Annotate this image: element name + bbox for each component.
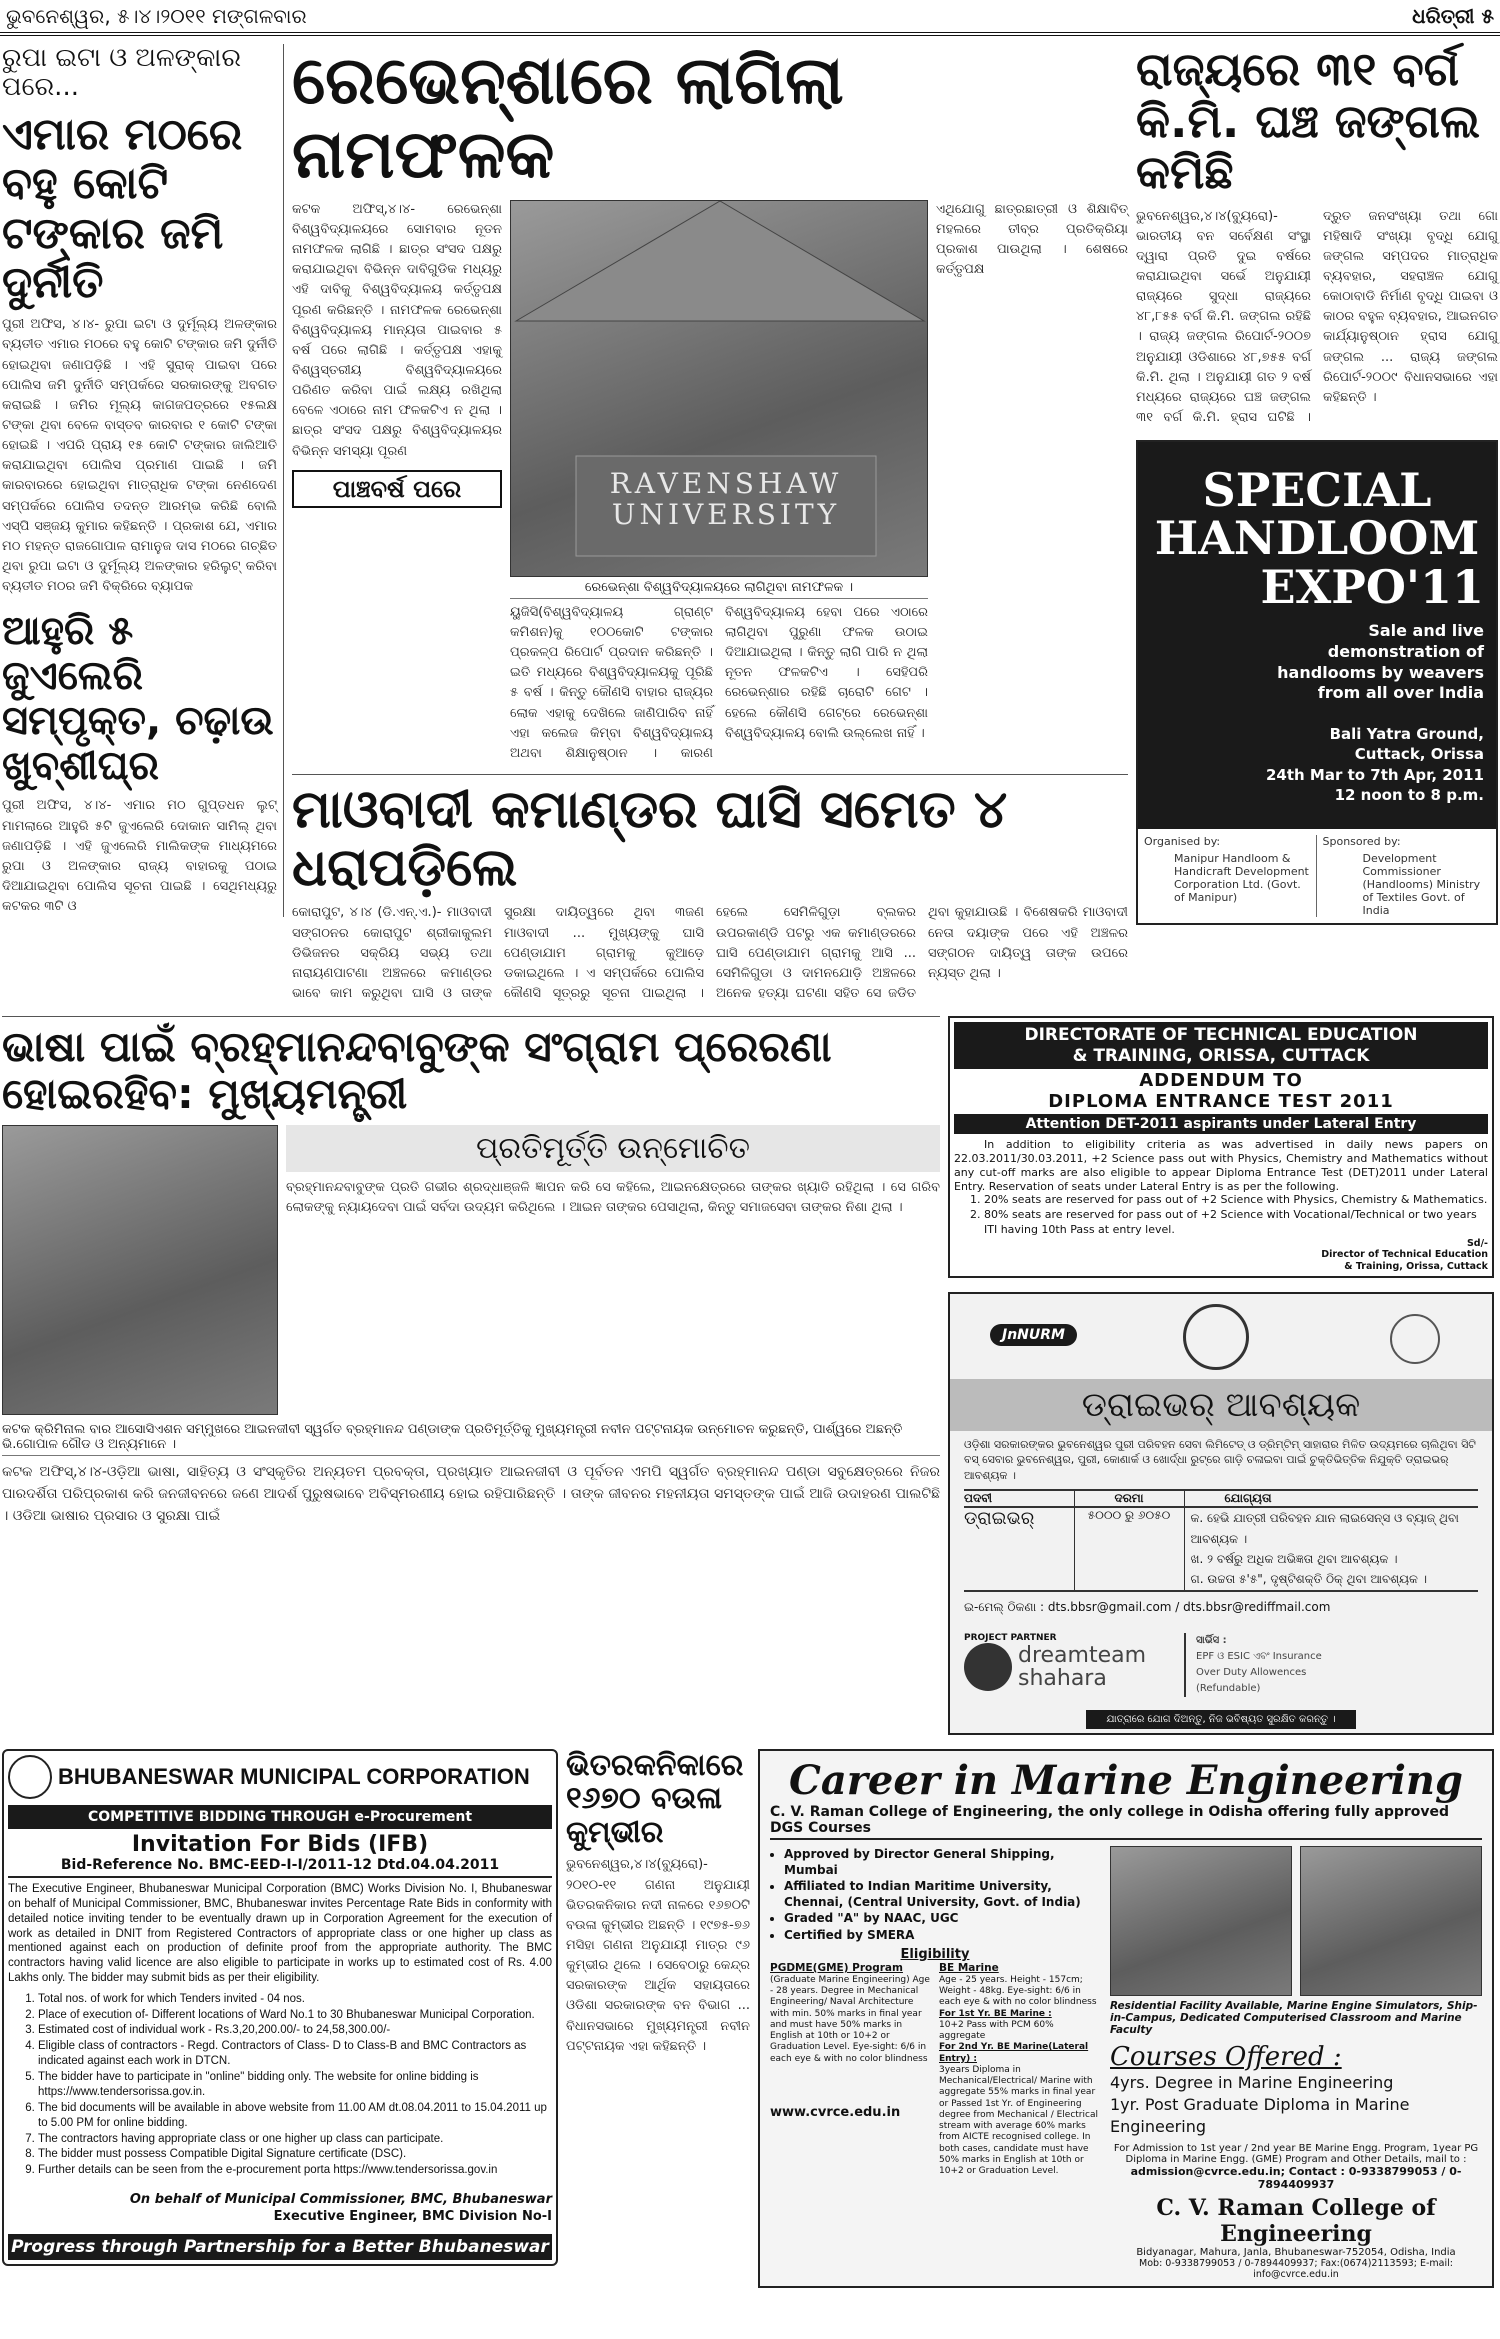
addendum: ADDENDUM TO bbox=[1139, 1069, 1303, 1091]
dts-bus-logo-icon bbox=[964, 1643, 1012, 1691]
subhead-statue-unveiled: ପ୍ରତିମୂର୍ତ୍ତି ଉନ୍ମୋଚିତ bbox=[286, 1125, 940, 1172]
photo-cadets bbox=[1110, 1846, 1292, 1996]
article-jewellery bbox=[2, 609, 277, 917]
program-eligibility: 3years Diploma in Mechanical/Electrical/ Marine with aggregate 55% marks in final year or Passed 1st Yr. of Engineering degree from Mechanical / Electrical stream with average 60% marks from AICTE recognised college. In both cases, candidate must have 50% marks in English at 10th or 10+2 or Graduation Level. bbox=[939, 2064, 1098, 2177]
attention: Attention DET-2011 aspirants under Lateral Entry bbox=[954, 1114, 1488, 1134]
page-header bbox=[0, 0, 1500, 36]
program-title: PGDME(GME) Program bbox=[770, 1961, 903, 1974]
ravenshaw-body-3: ଏଥିଯୋଗୁ ଛାତ୍ରଛାତ୍ରୀ ଓ ଶିକ୍ଷାବିତ୍ ମହଲରେ ତୀବ୍ର ପ୍ରତିକ୍ରିୟା ପ୍ରକାଶ ପାଉଥିଲା । ଶେଷରେ କର୍ତ୍ତୃପକ୍ଷ bbox=[936, 201, 1128, 278]
middle-section bbox=[0, 1016, 1500, 1735]
expo-title bbox=[1150, 463, 1484, 614]
benefit: EPF ଓ ESIC ଏବଂ Insurance bbox=[1196, 1650, 1322, 1662]
course: 4yrs. Degree in Marine Engineering bbox=[1110, 2072, 1394, 2092]
college-contact: Mob: 0-9338799053 / 0-7894409937; Fax:(0674)2113593; E-mail: info@cvrce.edu.in bbox=[1139, 2257, 1453, 2280]
bmc-item: 8. The bidder must possess Compatible Digital Signature certificate (DSC). bbox=[38, 2147, 552, 2163]
program-eligibility: Age - 25 years. Height - 157cm; Weight - 48kg. Eye-sight: 6/6 in each eye & with no color blindness bbox=[939, 1974, 1097, 2008]
course: 1yr. Post Graduate Diploma in Marine Engineering bbox=[1110, 2095, 1410, 2137]
organised-label: Organised by: bbox=[1144, 835, 1221, 849]
nameplate-text: RAVENSHAW UNIVERSITY bbox=[609, 466, 843, 531]
maoist-body: କୋରାପୁଟ, ୪।୪ (ଡି.ଏନ୍.ଏ.)- ମାଓବାଦୀ ସଙ୍ଗଠନର କୋରାପୁଟ ଶ୍ରୀକାକୁଲମ ଡିଭିଜନର ସକ୍ରିୟ ସଭ୍ୟ ତଥା ନାରାୟଣପାଟଣା ଅଞ୍ଚଳରେ କମାଣ୍ଡର ଭାବେ କାମ କରୁଥିବା ଘାସି ଓ ତାଙ୍କ ସୁରକ୍ଷା ଦାୟିତ୍ୱରେ ଥିବା ୩ଜଣ ମାଓବାଦୀ ... ମୁଖ୍ୟଙ୍କୁ ଘାସି ପେଣ୍ଡାଯାମ ଗ୍ରାମକୁ କୁଆଡ଼େ ଡକାଇଥିଲେ । ଏ ସମ୍ପର୍କରେ ପୋଲିସ କୌଣସି ସୂତ୍ରରୁ ସୂଚନା ପାଇଥିଲା । ହେଲେ ସେମିଳିଗୁଡ଼ା ବ୍ଲକର ଉପରକାଣ୍ଡି ପଟରୁ ଏକ କମାଣ୍ଡରରେ ଘାସି ପେଣ୍ଡାଯାମ ଗ୍ରାମକୁ ଆସି ... ସେମିଳିଗୁଡା ଓ ଦାମନଯୋଡ଼ି ଅଞ୍ଚଳରେ ଅନେକ ହତ୍ୟା ଘଟଣା ସହିତ ସେ ଜଡିତ ଥିବା କୁହାଯାଉଛି । ବିଶେଷକରି ମାଓବାଦୀ ନେତା ଦୟାଙ୍କ ପରେ ଏହି ଅଞ୍ଚଳର ସଙ୍ଗଠନ ଦାୟିତ୍ୱ ତାଙ୍କ ଉପରେ ନ୍ୟସ୍ତ ଥିଲା । bbox=[292, 905, 1128, 1001]
crocodile-article bbox=[566, 1749, 750, 2057]
accreditation: • Affiliated to Indian Maritime University, Chennai, (Central University, Govt. of India) bbox=[784, 1878, 1100, 1910]
bidding-band: COMPETITIVE BIDDING THROUGH e-Procurement bbox=[8, 1805, 552, 1829]
sd: Sd/- bbox=[1466, 1237, 1488, 1249]
program-eligibility: (Graduate Marine Engineering) Age - 28 years. Degree in Mechanical Engineering/ Naval Architecture with min. 50% marks in final year and must have 50% marks in English at 10th or 10+2 or Graduation Level. Eye-sight: 6/6 in each eye & with no color blindness bbox=[770, 1974, 930, 2064]
dates: 24th Mar to 7th Apr, 2011 bbox=[1265, 765, 1484, 784]
partner-name: dreamteam bbox=[1018, 1642, 1147, 1668]
slogan: Progress through Partnership for a Better Bhubaneswar bbox=[8, 2234, 552, 2260]
ad-title: ଡ୍ରାଇଭର୍ ଆବଶ୍ୟକ bbox=[950, 1379, 1492, 1431]
benefits-label: ସାର୍ଭିସ : bbox=[1196, 1634, 1227, 1646]
addendum: DIPLOMA ENTRANCE TEST 2011 bbox=[1048, 1090, 1394, 1112]
qualification: ଗ. ଉଚ୍ଚତା ୫'୫", ଦୃଷ୍ଟିଶକ୍ତି ଠିକ୍ ଥିବା ଆବଶ୍ୟକ । bbox=[1190, 1572, 1428, 1587]
photo-statue-unveiling bbox=[2, 1125, 278, 1415]
admission-contact[interactable]: admission@cvrce.edu.in; Contact : 0-9338799053 / 0-7894409937 bbox=[1130, 2164, 1462, 2191]
organiser: Manipur Handloom & Handicraft Development Corporation Ltd. (Govt. of Manipur) bbox=[1174, 852, 1309, 905]
tagline: Sale and live demonstration of handlooms by weavers from all over India bbox=[1277, 620, 1484, 703]
bmc-item: 3. Estimated cost of individual work - Rs.3,20,200.00/- to 24,58,300.00/- bbox=[38, 2023, 552, 2039]
brahmananda-article bbox=[2, 1016, 940, 1527]
brahmananda-body: କଟକ ଅଫିସ୍,୪।୪-ଓଡ଼ିଆ ଭାଷା, ସାହିତ୍ୟ ଓ ସଂସ୍କୃତିର ଅନ୍ୟତମ ପ୍ରବକ୍ତା, ପ୍ରଖ୍ୟାତ ଆଇନଜୀବୀ ଓ ପୂର୍ବତନ ଏମପି ସ୍ୱର୍ଗତ ବ୍ରହ୍ମାନନ୍ଦ ପଣ୍ଡା ସବୁକ୍ଷେତ୍ରରେ ନିଜର ପାରଦର୍ଶିତା ପରିପ୍ରକାଶ କରି ଜନଜୀବନରେ ଜଣେ ଆଦର୍ଶ ପୁରୁଷଭାବେ ଅବିସ୍ମରଣୀୟ ହୋଇ ରହିପାରିଛନ୍ତି । ତାଙ୍କ ଜୀବନର ମହନୀୟତା ସମସ୍ତଙ୍କ ପାଇଁ ଆଜି ଉଦାହରଣ ପାଲଟିଛି । ଓଡିଆ ଭାଷାର ପ୍ରସାର ଓ ସୁରକ୍ଷା ପାଇଁ bbox=[2, 1464, 940, 1524]
venue: Bali Yatra Ground, bbox=[1329, 725, 1484, 744]
subhead-five-years: ପାଞ୍ଚବର୍ଷ ପରେ bbox=[292, 470, 502, 508]
program-title: BE Marine bbox=[939, 1961, 999, 1974]
ifb-title: Invitation For Bids (IFB) bbox=[131, 1831, 429, 1857]
ad-diploma-entrance bbox=[948, 1016, 1494, 1278]
bmc-item: 5. The bidder have to participate in "online" bidding only. The website for online bidding is https://www.tendersorissa.gov.in. bbox=[38, 2070, 552, 2101]
title-line: HANDLOOM bbox=[1154, 511, 1480, 566]
col-header: ଦରମା bbox=[1074, 1490, 1184, 1507]
title-line: EXPO'11 bbox=[1260, 559, 1484, 614]
ravenshaw-body-2: ୟୁଜିସି(ବିଶ୍ୱବିଦ୍ୟାଳୟ ଗ୍ରାଣ୍ଟ କମିଶନ)କୁ ୧୦୦କୋଟି ଟଙ୍କାର ପ୍ରକଳ୍ପ ରିପୋର୍ଟ ପ୍ରଦାନ କରିଛନ୍ତି । ଇତି ମଧ୍ୟରେ ବିଶ୍ୱବିଦ୍ୟାଳୟକୁ ପୂରିଛି ୫ ବର୍ଷ । କିନ୍ତୁ କୌଣସି ବାହାର ରାଜ୍ୟର ଲୋକ ଏହାକୁ ଦେଖିଲେ ଜାଣିପାରିବ ନାହିଁ ଏହା କଲେଜ କିମ୍ବା ବିଶ୍ୱବିଦ୍ୟାଳୟ ଅଥବା ଶିକ୍ଷାନୁଷ୍ଠାନ । କାରଣ ବିଶ୍ୱବିଦ୍ୟାଳୟ ହେବା ପରେ ଏଠାରେ ଲାଗିଥିବା ପୁରୁଣା ଫଳକ ଉଠାଇ ଦିଆଯାଇଥିଲା । କିନ୍ତୁ ଲାଗି ପାରି ନ ଥିଲା ନୂତନ ଫଳକଟିଏ । ସେହିପରି ରେଭେନ୍‌ଶାର ରହିଛି ଚାରୋଟି ଗେଟ । ହେଲେ କୌଣସି ଗେଟ୍‌ରେ ରେଭେନ୍‌ଶା ବିଶ୍ୱବିଦ୍ୟାଳୟ ବୋଲି ଉଲ୍ଲେଖ ନାହିଁ । bbox=[510, 604, 928, 761]
partner-name: shahara bbox=[1018, 1665, 1107, 1691]
top-section bbox=[0, 44, 1500, 1004]
crocodile-body: ଭୁବନେଶ୍ୱର,୪।୪(ବ୍ୟୁରୋ)- ୨୦୧୦-୧୧ ଗଣନା ଅନୁଯାୟୀ ଭିତରକନିକାର ନଦୀ ନାଳରେ ୧୬୭୦ଟି ବଉଳା କୁମ୍ଭୀର ଅଛନ୍ତି । ୧୯୭୫-୭୬ ମସିହା ଗଣନା ଅନୁଯାୟୀ ମାତ୍ର ୯୬ କୁମ୍ଭୀର ଥିଲେ । ସେବେଠାରୁ କେନ୍ଦ୍ର ସରକାରଙ୍କ ଆର୍ଥିକ ସହାୟତାରେ ଓଡିଶା ସରକାରଙ୍କ ବନ ବିଭାଗ ... ବିଧାନସଭାରେ ମୁଖ୍ୟମନ୍ତ୍ରୀ ନବୀନ ପଟ୍ଟନାୟକ ଏହା କହିଛନ୍ତି । bbox=[566, 1857, 750, 2054]
jnnurm-logo: JnNURM bbox=[990, 1324, 1077, 1346]
ad-intro: ଓଡ଼ିଶା ସରକାରଙ୍କର ଭୁବନେଶ୍ୱର ପୁରୀ ପରିବହନ ସେବା ଲିମିଟେଡ୍ ଓ ଡ୍ରିମ୍‌ଟିମ୍ ସାହାରାର ମିଳିତ ଉଦ୍ୟମରେ ଚାଲିଥିବା ସିଟି ବସ୍ ସେବାର ଭୁବନେଶ୍ୱର, ପୁରୀ, କୋଣାର୍କ ଓ ଖୋର୍ଦ୍ଧା ରୁଟ୍‌ରେ ଗାଡ଼ି ଚଳାଇବା ପାଇଁ ଚୁକ୍ତିଭିତ୍ତିକ ନିଯୁକ୍ତି ଡ୍ରାଇଭର୍ ଆବଶ୍ୟକ । bbox=[964, 1437, 1476, 1482]
bmc-item: 2. Place of execution of- Different locations of Ward No.1 to 30 Bhubaneswar Municipal Corporation. bbox=[38, 2008, 552, 2024]
ravenshaw-body-1: କଟକ ଅଫିସ୍,୪।୪- ରେଭେନ୍‌ଶା ବିଶ୍ୱବିଦ୍ୟାଳୟରେ ସୋମବାର ନୂତନ ନାମଫଳକ ଲାଗିଛି । ଛାତ୍ର ସଂସଦ ପକ୍ଷରୁ କରାଯାଇଥିବା ବିଭିନ୍ନ ଦାବିଗୁଡିକ ମଧ୍ୟରୁ ଏହି ଦାବିକୁ ବିଶ୍ୱବିଦ୍ୟାଳୟ କର୍ତ୍ତୃପକ୍ଷ ପୂରଣ କରିଛନ୍ତି । ନାମଫଳକ ରେଭେନ୍‌ଶା ବିଶ୍ୱବିଦ୍ୟାଳୟ ମାନ୍ୟତା ପାଇବାର ୫ ବର୍ଷ ପରେ ଲାଗିଛି । କର୍ତ୍ତୃପକ୍ଷ ଏହାକୁ ବିଶ୍ୱସ୍ତରୀୟ ବିଶ୍ୱବିଦ୍ୟାଳୟରେ ପରିଣତ କରିବା ପାଇଁ ଲକ୍ଷ୍ୟ ରଖିଥିଲା ବେଳେ ଏଠାରେ ନାମ ଫଳକଟିଏ ନ ଥିଲା । ଛାତ୍ର ସଂସଦ ପକ୍ଷରୁ ବିଶ୍ୱବିଦ୍ୟାଳୟର ବିଭିନ୍ନ ସମସ୍ୟା ପୂରଣ bbox=[292, 201, 502, 459]
signatory: & Training, Orissa, Cuttack bbox=[1344, 1260, 1488, 1272]
ad-marine-engineering bbox=[758, 1749, 1494, 2288]
qualification: ଖ. ୨ ବର୍ଷରୁ ଅଧିକ ଅଭିଜ୍ଞତା ଥିବା ଆବଶ୍ୟକ । bbox=[1190, 1551, 1398, 1566]
dateline: ଭୁବନେଶ୍ୱର, ୫।୪।୨୦୧୧ ମଙ୍ଗଳବାର bbox=[6, 4, 307, 28]
col-header: ପଦବୀ bbox=[964, 1491, 993, 1506]
dte-point: 1. 20% seats are reserved for pass out of +2 Science with Physics, Chemistry & Mathematics. bbox=[984, 1193, 1488, 1208]
venue: Cuttack, Orissa bbox=[1354, 745, 1484, 764]
col-header: ଯୋଗ୍ୟତା bbox=[1184, 1490, 1478, 1507]
accreditation: • Graded "A" by NAAC, UGC bbox=[784, 1910, 1100, 1926]
sponsor: Development Commissioner (Handlooms) Ministry of Textiles Govt. of India bbox=[1362, 852, 1481, 918]
forest-body: ଭୁବନେଶ୍ୱର,୪।୪(ବ୍ୟୁରୋ)- ଭାରତୀୟ ବନ ସର୍ବେକ୍ଷଣ ସଂସ୍ଥା ଦ୍ୱାରା ପ୍ରତି ଦୁଇ ବର୍ଷରେ କରାଯାଇଥିବା ସର୍ଭେ ଅନୁଯାୟୀ ରାଜ୍ୟରେ ସୁଦ୍ଧା ରାଜ୍ୟରେ ୪୮,୮୫୫ ବର୍ଗ କି.ମି. ଜଙ୍ଗଲ ରହିଛି । ରାଜ୍ୟ ଜଙ୍ଗଲ ରିପୋର୍ଟ-୨୦୦୭ ଅନୁଯାୟୀ ଓଡିଶାରେ ୪୮,୭୫୫ ବର୍ଗ କି.ମି. ଥିଲା । ଅନୁଯାୟୀ ଗତ ୨ ବର୍ଷ ମଧ୍ୟରେ ରାଜ୍ୟରେ ଘଞ୍ଚ ଜଙ୍ଗଲ ୩୧ ବର୍ଗ କି.ମି. ହ୍ରାସ ଘଟିଛି । ଦ୍ରୁତ ଜନସଂଖ୍ୟା ତଥା ଗୋ ମହିଷାଦି ସଂଖ୍ୟା ବୃଦ୍ଧି ଯୋଗୁ ଜଙ୍ଗଲ ସମ୍ପଦର ମାତ୍ରାଧିକ ବ୍ୟବହାର, ସହରାଞ୍ଚଳ ଯୋଗୁ କୋଠାବାଡି ନିର୍ମାଣ ବୃଦ୍ଧି ପାଇବା ଓ କାଠର ବହୁଳ ବ୍ୟବହାର, ଆଇନଗତ କାର୍ଯ୍ୟାନୁଷ୍ଠାନ ହ୍ରାସ ଯୋଗୁ ଜଙ୍ଗଲ ... ରାଜ୍ୟ ଜଙ୍ଗଲ ରିପୋର୍ଟ-୨୦୦୯ ବିଧାନସଭାରେ ଏହା କହିଛନ୍ତି । bbox=[1136, 208, 1498, 425]
headline: ଆହୁରି ୫ ଜୁଏଲେରି ସମ୍ପୃକ୍ତ, ଚଢ଼ାଉ ଖୁବ୍‌ଶୀଘ୍ର bbox=[2, 608, 274, 789]
headline: ଏମାର ମଠରେ ବହୁ କୋଟି ଟଙ୍କାର ଜମି ଦୁର୍ନୀତି bbox=[2, 109, 243, 309]
facility-text: Residential Facility Available, Marine Engine Simulators, Ship-in-Campus, Dedicated Computerised Classroom and Marine Faculty bbox=[1110, 1999, 1478, 2036]
program-eligibility: 10+2 Pass with PCM 60% aggregate bbox=[939, 2019, 1054, 2042]
headline-brahmananda: ଭାଷା ପାଇଁ ବ୍ରହ୍ମାନନ୍ଦବାବୁଙ୍କ ସଂଗ୍ରାମ ପ୍ରେରଣା ହୋଇରହିବ: ମୁଖ୍ୟମନ୍ତ୍ରୀ bbox=[2, 1016, 940, 1117]
ad-title: Career in Marine Engineering bbox=[789, 1756, 1463, 1804]
article-body: ପୁରୀ ଅଫିସ, ୪।୪- ଏମାର ମଠ ଗୁପ୍ତଧନ ଲୁଟ୍ ମାମଲାରେ ଆହୁରି ୫ଟି ଜୁଏଲେରି ଦୋକାନ ସାମିଲ୍ ଥିବା ଜଣାପଡ଼ିଛି । ଏହି ଜୁଏଲେରି ମାଲିକଙ୍କ ମାଧ୍ୟମରେ ରୁପା ଓ ଅଳଙ୍କାର ରାଜ୍ୟ ବାହାରକୁ ପଠାଇ ଦିଆଯାଇଥିବା ପୋଲିସ ସୂଚନା ପାଇଛି । ସେଥିମଧ୍ୟରୁ କଟକର ୩ଟି ଓ bbox=[2, 798, 277, 915]
benefit: (Refundable) bbox=[1196, 1682, 1261, 1694]
accreditation: • Certified by SMERA bbox=[784, 1927, 1100, 1943]
org-name: DIRECTORATE OF TECHNICAL EDUCATION bbox=[1024, 1025, 1418, 1046]
article-body: ପୁରୀ ଅଫିସ, ୪।୪- ରୁପା ଇଟା ଓ ଦୁର୍ମୂଲ୍ୟ ଅଳଙ୍କାର ବ୍ୟତୀତ ଏମାର ମଠରେ ବହୁ କୋଟି ଟଙ୍କାର ଜମି ଦୁର୍ନୀତି ହୋଇଥିବା ଜଣାପଡ଼ିଛି । ଏହି ସୁରାକ୍ ପାଇବା ପରେ ପୋଲିସ ଜମି ଦୁର୍ନୀତି ସମ୍ପର୍କରେ ସରକାରଙ୍କୁ ଅବଗତ କରାଇଛି । ଜମିର ମୂଲ୍ୟ କାଗଜପତ୍ରରେ ୧୫ଲକ୍ଷ ଟଙ୍କା ଥିବା ବେଳେ ବାସ୍ତବ କାରବାର ୧ କୋଟି ଟଙ୍କା ହୋଇଛି । ଏପରି ପ୍ରାୟ ୧୫ କୋଟି ଟଙ୍କାର ଜାଲିଆତି କରାଯାଇଥିବା ପୋଲିସ ପ୍ରମାଣ ପାଇଛି । ଜମି କାରବାରରେ ହୋଇଥିବା ମାତ୍ରାଧିକ ଟଙ୍କା ନେଣଦେଣ ସମ୍ପର୍କରେ ପୋଲିସ ତଦନ୍ତ ଆରମ୍ଭ କରିଛି ବୋଲି ଏସ୍‌ପି ସଞ୍ଜୟ କୁମାର କହିଛନ୍ତି । ପ୍ରକାଶ ଯେ, ଏମାର ମଠ ମହନ୍ତ ରାଜଗୋପାଳ ରାମାନୁଜ ଦାସ ମଠରେ ଗଚ୍ଛିତ ଥିବା ରୁପା ଇଟା ଓ ଦୁର୍ମୂଲ୍ୟ ଅଳଙ୍କାର ହରିଲୁଟ୍ କରିବା ବ୍ୟତୀତ ମଠର ଜମି ବିକ୍ରିରେ ବ୍ୟାପକ bbox=[2, 317, 277, 595]
headline-maoist: ମାଓବାଦୀ କମାଣ୍ଡର ଘାସି ସମେତ ୪ ଧରାପଡ଼ିଲେ bbox=[292, 774, 1128, 897]
brahmananda-side-body: ବ୍ରହ୍ମାନନ୍ଦବାବୁଙ୍କ ପ୍ରତି ଗଭୀର ଶ୍ରଦ୍ଧାଞ୍ଜଳି ଜ୍ଞାପନ କରି ସେ କହିଲେ, ଆଇନକ୍ଷେତ୍ରରେ ତାଙ୍କର ଖ୍ୟାତି ରହିଥିଲା । ସେ ଗରିବ ଲୋକଙ୍କୁ ନ୍ୟାୟଦେବା ପାଇଁ ସର୍ବଦା ଉଦ୍ୟମ କରିଥିଲେ । ଆଇନ ତାଙ୍କର ପେସାଥିଲା, କିନ୍ତୁ ସମାଜସେବା ତାଙ୍କର ନିଶା ଥିଲା । bbox=[286, 1180, 940, 1216]
photo-caption: ରେଭେନ୍‌ଶା ବିଶ୍ୱବିଦ୍ୟାଳୟରେ ଲାଗିଥିବା ନାମଫଳକ । bbox=[510, 577, 928, 599]
transport-seal-icon bbox=[1183, 1304, 1249, 1370]
program-title: For 2nd Yr. BE Marine(Lateral Entry) : bbox=[939, 2042, 1089, 2064]
bmc-seal-icon bbox=[8, 1755, 52, 1799]
driver-table bbox=[964, 1489, 1478, 1592]
article-emar-math bbox=[2, 44, 277, 597]
kicker: ରୁପା ଇଟା ଓ ଅଳଙ୍କାର ପରେ... bbox=[2, 43, 242, 103]
website[interactable]: www.cvrce.edu.in bbox=[770, 2104, 901, 2120]
bmc-item: 7. The contractors having appropriate class or one higher up class can participate. bbox=[38, 2132, 552, 2148]
bmc-item: 6. The bid documents will be available in above website from 11.00 AM dt.08.04.2011 to 15.04.2011 up to 5.00 PM for online bidding. bbox=[38, 2101, 552, 2132]
ad-subtitle: C. V. Raman College of Engineering, the only college in Odisha offering fully approved DGS Courses bbox=[770, 1804, 1482, 1840]
college-address: Bidyanagar, Mahura, Janla, Bhubaneswar-752054, Odisha, India bbox=[1136, 2246, 1456, 2258]
salary: ୫୦୦୦ ରୁ ୬୦୫୦ bbox=[1074, 1507, 1184, 1591]
photo-classrooms bbox=[1300, 1846, 1482, 1996]
ad-handloom-expo bbox=[1136, 440, 1498, 925]
qualification: କ. ହେଭି ଯାତ୍ରୀ ପରିବହନ ଯାନ ଲାଇସେନ୍ସ ଓ ବ୍ୟାଜ୍ ଥିବା ଆବଶ୍ୟକ । bbox=[1190, 1511, 1459, 1546]
bottom-section bbox=[0, 1749, 1500, 2294]
left-column bbox=[2, 44, 284, 917]
org-name: BHUBANESWAR MUNICIPAL CORPORATION bbox=[58, 1763, 530, 1789]
dte-paragraph: In addition to eligibility criteria as was advertised in daily news papers on 22.03.2011/30.03.2011, +2 Science pass out with Physics, Chemistry and Mathematics without any cut-off marks are also eligible to appear Diploma Entrance Test (DET)2011 under Lateral Entry. Reservation of seats under Lateral Entry is as per the following. bbox=[954, 1138, 1488, 1193]
page-label: ଧରିତ୍ରୀ ୫ bbox=[1412, 4, 1494, 28]
dte-point: 2. 80% seats are reserved for pass out of +2 Science with Vocational/Technical or two years ITI having 10th Pass at entry level. bbox=[984, 1208, 1488, 1238]
bmc-item: 4. Eligible class of contractors - Regd. Contractors of Class- D to Class-B and BMC Contractors as indicated against each work in DTCN. bbox=[38, 2039, 552, 2070]
signatory: On behalf of Municipal Commissioner, BMC, Bhubaneswar bbox=[129, 2192, 552, 2208]
signatory: Director of Technical Education bbox=[1321, 1249, 1488, 1261]
sponsored-label: Sponsored by: bbox=[1322, 835, 1401, 849]
signatory: Executive Engineer, BMC Division No-I bbox=[273, 2209, 552, 2225]
ad-footer: ଯାତ୍ରାରେ ଯୋଗ ଦିଅନ୍ତୁ, ନିଜ ଭବିଷ୍ୟତ ସୁରକ୍ଷିତ କରନ୍ତୁ । bbox=[1086, 1710, 1355, 1729]
right-ads-column bbox=[948, 1016, 1494, 1735]
headline-forest: ରାଜ୍ୟରେ ୩୧ ବର୍ଗ କି.ମି. ଘଞ୍ଚ ଜଙ୍ଗଲ କମିଛି bbox=[1136, 42, 1480, 200]
courses-label: Courses Offered : bbox=[1110, 2041, 1342, 2072]
program-title: For 1st Yr. BE Marine : bbox=[939, 2008, 1052, 2019]
ad-bmc-tender bbox=[2, 1749, 558, 2267]
title-line: SPECIAL bbox=[1202, 463, 1432, 518]
middle-column bbox=[292, 44, 1128, 1004]
org-name: & TRAINING, ORISSA, CUTTACK bbox=[1072, 1045, 1370, 1066]
accreditation: • Approved by Director General Shipping, Mumbai bbox=[784, 1846, 1100, 1878]
photo-caption: କଟକ କ୍ରିମିନାଲ ବାର ଆସୋସିଏଶନ ସମ୍ମୁଖରେ ଆଇନଜୀବୀ ସ୍ୱର୍ଗତ ବ୍ରହ୍ମାନନ୍ଦ ପଣ୍ଡାଙ୍କ ପ୍ରତିମୂର୍ତ୍ତିକୁ ମୁଖ୍ୟମନ୍ତ୍ରୀ ନବୀନ ପଟ୍ଟନାୟକ ଉନ୍ମୋଚନ କରୁଛନ୍ତି, ପାର୍ଶ୍ୱରେ ଅଛନ୍ତି ଭି.ଗୋପାଳ ଗୌଡ ଓ ଅନ୍ୟମାନେ । bbox=[2, 1419, 940, 1456]
contact-email: ଇ-ମେଲ୍ ଠିକଣା : dts.bbsr@gmail.com / dts.bbsr@rediffmail.com bbox=[964, 1599, 1331, 1614]
bmc-item: 1. Total nos. of work for which Tenders invited - 04 nos. bbox=[38, 1992, 552, 2008]
odisha-govt-emblem-icon bbox=[1390, 1314, 1440, 1364]
bmc-paragraph: The Executive Engineer, Bhubaneswar Municipal Corporation (BMC) Works Division No. I, Bhubaneswar on behalf of Municipal Commissioner, BMC, Bhubaneswar invites Percentage Rate Bids in conformity with detailed notice inviting tender to be eventually drawn up in Corporation Agreement for the execution of work as detailed in DNIT from Registered Contractors of appropriate class or one higher up class as mentioned against each on production of definite proof from the appropriate authority. The BMC contractors having valid licence are also eligible to participate in works up to estimated cost of Rs. 4.00 Lakhs only. The bidder may submit bids as per their eligibility. bbox=[8, 1882, 552, 1985]
headline-crocodile: ଭିତରକନିକାରେ ୧୬୭୦ ବଉଳା କୁମ୍ଭୀର bbox=[566, 1747, 744, 1850]
headline-ravenshaw: ରେଭେନ୍‌ଶାରେ ଲାଗିଲା ନାମଫଳକ bbox=[292, 42, 844, 193]
bid-reference: Bid-Reference No. BMC-EED-I-I/2011-12 Dtd.04.04.2011 bbox=[8, 1857, 552, 1878]
right-column bbox=[1136, 44, 1498, 925]
college-name: C. V. Raman College of Engineering bbox=[1156, 2194, 1436, 2247]
bmc-item: 9. Further details can be seen from the e-procurement porta https://www.tendersorissa.gov.in bbox=[38, 2163, 552, 2179]
ad-driver-wanted bbox=[948, 1292, 1494, 1735]
partner-label: PROJECT PARTNER bbox=[964, 1632, 1057, 1643]
eligibility-label: Eligibility bbox=[900, 1946, 970, 1962]
photo-ravenshaw-nameplate bbox=[510, 200, 928, 577]
benefit: Over Duty Allowences bbox=[1196, 1666, 1307, 1678]
time: 12 noon to 8 p.m. bbox=[1334, 785, 1484, 804]
admission-info: For Admission to 1st year / 2nd year BE Marine Engg. Program, 1year PG Diploma in Marine Engg. (GME) Program and Other Details, mail to : bbox=[1113, 2142, 1479, 2165]
post: ଡ୍ରାଇଭର୍ bbox=[964, 1508, 1035, 1530]
